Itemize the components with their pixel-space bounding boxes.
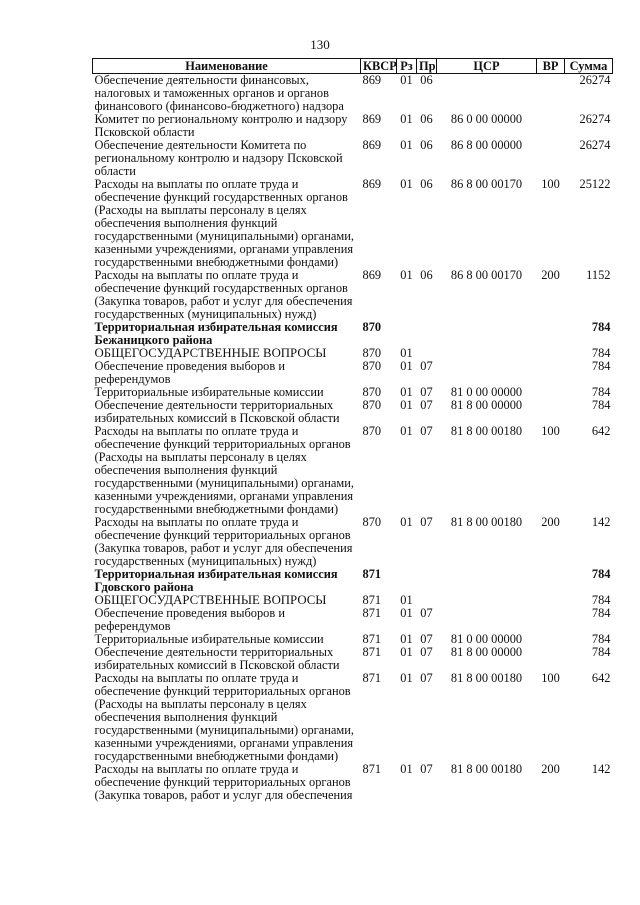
- cell-vr: 100: [541, 177, 560, 191]
- cell-sum: 642: [591, 424, 611, 438]
- cell-csr: [437, 74, 537, 114]
- cell-name: Территориальная избирательная комиссия Бежаницкого района: [94, 320, 338, 347]
- cell-vr: [537, 139, 565, 178]
- cell-csr: [437, 360, 537, 386]
- table-row: [93, 516, 613, 568]
- cell-rz: 01: [400, 645, 413, 659]
- cell-csr: 86 8 00 00000: [450, 138, 523, 152]
- cell-sum: 784: [591, 320, 611, 334]
- cell-sum: 784: [591, 606, 611, 620]
- cell-pr: [417, 321, 437, 347]
- header-pr: Пр: [417, 59, 437, 74]
- cell-rz: 01: [400, 73, 413, 87]
- cell-pr: [417, 568, 437, 594]
- cell-kvsr: 870: [362, 515, 382, 529]
- cell-sum: 784: [591, 645, 611, 659]
- table-row: [93, 178, 613, 269]
- cell-name: Обеспечение проведения выборов и референдумов: [94, 359, 285, 386]
- header-kvsr: КВСР: [361, 59, 397, 74]
- cell-kvsr: 870: [362, 320, 382, 334]
- table-row: [93, 113, 613, 139]
- cell-sum: 26274: [579, 112, 611, 126]
- cell-name: Расходы на выплаты по оплате труда и обеспечение функций государственных органов (Закупка товаров, работ и услуг для обеспечения государственных (муниципальных) нужд): [94, 268, 353, 321]
- cell-vr: 200: [541, 268, 560, 282]
- cell-csr: 81 0 00 00000: [450, 385, 523, 399]
- cell-pr: 07: [420, 671, 433, 685]
- table-row: [93, 763, 613, 802]
- cell-kvsr: 871: [362, 632, 382, 646]
- cell-name: Обеспечение деятельности финансовых, налоговых и таможенных органов и органов финансового (финансово-бюджетного) надзора: [94, 73, 344, 113]
- cell-name: ОБЩЕГОСУДАРСТВЕННЫЕ ВОПРОСЫ: [94, 346, 327, 360]
- table-header-row: [93, 59, 613, 74]
- cell-vr: [537, 74, 565, 114]
- cell-vr: [537, 321, 565, 347]
- cell-csr: [437, 321, 537, 347]
- cell-rz: 01: [400, 385, 413, 399]
- cell-sum: 784: [591, 359, 611, 373]
- cell-kvsr: 871: [362, 762, 382, 776]
- cell-rz: [397, 321, 417, 347]
- cell-csr: [437, 594, 537, 607]
- header-name: Наименование: [93, 59, 361, 74]
- cell-rz: 01: [400, 606, 413, 620]
- cell-rz: 01: [400, 632, 413, 646]
- cell-sum: 784: [591, 398, 611, 412]
- cell-kvsr: 870: [362, 385, 382, 399]
- cell-sum: 784: [591, 567, 611, 581]
- cell-pr: 07: [420, 385, 433, 399]
- page-number: 130: [310, 37, 330, 52]
- header-rz: Рз: [397, 59, 417, 74]
- header-vr: ВР: [537, 59, 565, 74]
- cell-kvsr: 871: [362, 645, 382, 659]
- cell-vr: [537, 607, 565, 633]
- cell-name: Обеспечение деятельности территориальных избирательных комиссий в Псковской области: [94, 398, 340, 425]
- table-row: [93, 399, 613, 425]
- cell-name: Комитет по региональному контролю и надзору Псковской области: [94, 112, 348, 139]
- cell-pr: 07: [420, 762, 433, 776]
- cell-csr: 86 8 00 00170: [450, 177, 523, 191]
- cell-sum: 784: [591, 385, 611, 399]
- cell-pr: 07: [420, 359, 433, 373]
- cell-csr: 81 8 00 00180: [450, 515, 523, 529]
- cell-vr: [537, 113, 565, 139]
- cell-rz: 01: [400, 346, 413, 360]
- cell-rz: 01: [400, 593, 413, 607]
- cell-kvsr: 869: [362, 177, 382, 191]
- cell-rz: 01: [400, 671, 413, 685]
- cell-csr: 81 8 00 00180: [450, 424, 523, 438]
- cell-sum: 142: [591, 515, 611, 529]
- cell-rz: 01: [400, 268, 413, 282]
- cell-pr: 06: [420, 138, 433, 152]
- cell-kvsr: 870: [362, 359, 382, 373]
- cell-vr: [537, 633, 565, 646]
- cell-sum: 26274: [579, 138, 611, 152]
- cell-csr: 81 8 00 00180: [450, 671, 523, 685]
- cell-kvsr: 869: [362, 73, 382, 87]
- table-row: [93, 646, 613, 672]
- cell-sum: 642: [591, 671, 611, 685]
- cell-sum: 784: [591, 346, 611, 360]
- table-row: [93, 425, 613, 516]
- cell-vr: [537, 360, 565, 386]
- cell-vr: [537, 568, 565, 594]
- table-row: [93, 321, 613, 347]
- cell-kvsr: 871: [362, 606, 382, 620]
- cell-vr: 200: [541, 762, 560, 776]
- cell-sum: 25122: [579, 177, 611, 191]
- cell-name: Обеспечение проведения выборов и референдумов: [94, 606, 285, 633]
- cell-csr: 81 8 00 00000: [450, 645, 523, 659]
- table-row: [93, 672, 613, 763]
- cell-name: Территориальные избирательные комиссии: [94, 632, 324, 646]
- cell-rz: 01: [400, 177, 413, 191]
- cell-csr: 81 8 00 00180: [450, 762, 523, 776]
- budget-table: [92, 58, 613, 802]
- cell-pr: 07: [420, 515, 433, 529]
- cell-name: ОБЩЕГОСУДАРСТВЕННЫЕ ВОПРОСЫ: [94, 593, 327, 607]
- cell-pr: 07: [420, 606, 433, 620]
- cell-name: Территориальная избирательная комиссия Гдовского района: [94, 567, 338, 594]
- cell-pr: 06: [420, 177, 433, 191]
- cell-sum: 784: [591, 632, 611, 646]
- cell-name: Расходы на выплаты по оплате труда и обеспечение функций территориальных органов (Закупка товаров, работ и услуг для обеспечения: [94, 762, 353, 802]
- cell-pr: 06: [420, 73, 433, 87]
- cell-kvsr: 870: [362, 346, 382, 360]
- table-row: [93, 269, 613, 321]
- cell-pr: 07: [420, 424, 433, 438]
- cell-name: Обеспечение деятельности территориальных избирательных комиссий в Псковской области: [94, 645, 340, 672]
- cell-rz: 01: [400, 359, 413, 373]
- cell-name: Расходы на выплаты по оплате труда и обеспечение функций территориальных органов (Закупка товаров, работ и услуг для обеспечения государственных (муниципальных) нужд): [94, 515, 353, 568]
- cell-vr: 200: [541, 515, 560, 529]
- cell-csr: [437, 347, 537, 360]
- table-row: [93, 74, 613, 114]
- cell-name: Расходы на выплаты по оплате труда и обеспечение функций территориальных органов (Расходы на выплаты персоналу в целях обеспечения выполнения функций государственными (муниципальными) органами, казенными учреждениями, органами управления государственными внебюджетными фондами): [94, 671, 354, 763]
- cell-vr: 100: [541, 424, 560, 438]
- cell-vr: 100: [541, 671, 560, 685]
- cell-csr: 86 0 00 00000: [450, 112, 523, 126]
- cell-rz: 01: [400, 424, 413, 438]
- table-row: [93, 139, 613, 178]
- cell-csr: 81 0 00 00000: [450, 632, 523, 646]
- cell-rz: [397, 568, 417, 594]
- cell-pr: 07: [420, 632, 433, 646]
- cell-vr: [537, 347, 565, 360]
- cell-pr: 07: [420, 645, 433, 659]
- cell-kvsr: 871: [362, 567, 382, 581]
- cell-rz: 01: [400, 138, 413, 152]
- cell-sum: 784: [591, 593, 611, 607]
- header-sum: Сумма: [565, 59, 613, 74]
- cell-kvsr: 871: [362, 671, 382, 685]
- table-body: [93, 74, 613, 803]
- cell-kvsr: 869: [362, 112, 382, 126]
- table-row: [93, 360, 613, 386]
- cell-rz: 01: [400, 515, 413, 529]
- cell-pr: 07: [420, 398, 433, 412]
- cell-csr: 81 8 00 00000: [450, 398, 523, 412]
- cell-vr: [537, 646, 565, 672]
- cell-kvsr: 869: [362, 138, 382, 152]
- cell-vr: [537, 399, 565, 425]
- cell-name: Обеспечение деятельности Комитета по региональному контролю и надзору Псковской области: [94, 138, 343, 178]
- cell-name: Территориальные избирательные комиссии: [94, 385, 324, 399]
- cell-name: Расходы на выплаты по оплате труда и обеспечение функций территориальных органов (Расходы на выплаты персоналу в целях обеспечения выполнения функций государственными (муниципальными) органами, казенными учреждениями, органами управления государственными внебюджетными фондами): [94, 424, 354, 516]
- cell-kvsr: 870: [362, 398, 382, 412]
- header-csr: ЦСР: [437, 59, 537, 74]
- cell-kvsr: 871: [362, 593, 382, 607]
- cell-kvsr: 869: [362, 268, 382, 282]
- cell-sum: 142: [591, 762, 611, 776]
- cell-pr: 06: [420, 112, 433, 126]
- cell-kvsr: 870: [362, 424, 382, 438]
- cell-sum: 26274: [579, 73, 611, 87]
- cell-csr: [437, 568, 537, 594]
- cell-vr: [537, 386, 565, 399]
- cell-name: Расходы на выплаты по оплате труда и обеспечение функций государственных органов (Расходы на выплаты персоналу в целях обеспечения выполнения функций государственными (муниципальными) органами, казенными учреждениями, органами управления государственными внебюджетными фондами): [94, 177, 354, 269]
- cell-rz: 01: [400, 762, 413, 776]
- cell-rz: 01: [400, 398, 413, 412]
- table-row: [93, 568, 613, 594]
- cell-csr: [437, 607, 537, 633]
- cell-csr: 86 8 00 00170: [450, 268, 523, 282]
- cell-vr: [537, 594, 565, 607]
- cell-pr: 06: [420, 268, 433, 282]
- cell-sum: 1152: [586, 268, 611, 282]
- table-row: [93, 607, 613, 633]
- cell-rz: 01: [400, 112, 413, 126]
